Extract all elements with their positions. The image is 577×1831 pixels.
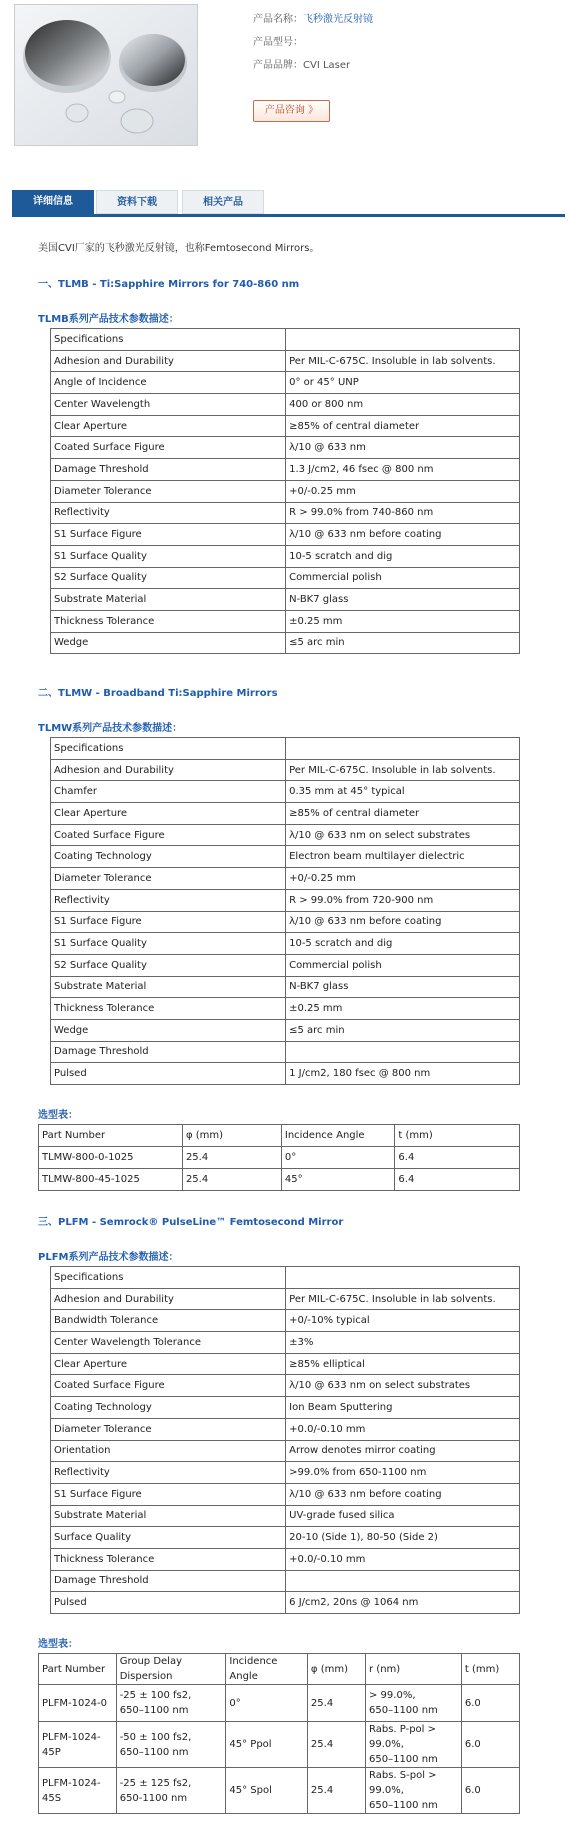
spec-value-cell: λ/10 @ 633 nm on select substrates [286, 824, 520, 846]
table-row [51, 976, 520, 998]
spec-value-cell: >99.0% from 650-1100 nm [286, 1462, 520, 1484]
tab-bar [12, 190, 565, 217]
table-cell: 0° [226, 1685, 308, 1722]
table-row [51, 437, 520, 459]
table-cell: TLMW-800-0-1025 [39, 1147, 183, 1169]
table-cell: 45° Ppol [226, 1722, 308, 1768]
spec-value-cell: 10-5 scratch and dig [286, 933, 520, 955]
table-row [51, 545, 520, 567]
table-row [51, 415, 520, 437]
spec-name-cell: Coated Surface Figure [51, 824, 286, 846]
table-row [51, 589, 520, 611]
table-cell: 6.4 [395, 1169, 520, 1191]
table-row [51, 1310, 520, 1332]
spec-name-cell: Coating Technology [51, 1397, 286, 1419]
spec-value-cell: +0.0/-0.10 mm [286, 1418, 520, 1440]
table-row [51, 524, 520, 546]
table-cell: t (mm) [461, 1654, 519, 1685]
spec-name-cell: Pulsed [51, 1592, 286, 1614]
tab-details[interactable]: 详细信息 [12, 190, 94, 214]
spec-value-cell: Per MIL-C-675C. Insoluble in lab solvents. [286, 1288, 520, 1310]
table-header-row [39, 1654, 520, 1685]
cell-line: 650-1100 nm [119, 1792, 188, 1804]
table-row [51, 1440, 520, 1462]
spec-name-cell: Wedge [51, 632, 286, 654]
table-row [51, 781, 520, 803]
table-cell: r (nm) [366, 1654, 462, 1685]
table-row [51, 1267, 520, 1289]
spec-value-cell: +0/-0.25 mm [286, 868, 520, 890]
table-row [51, 998, 520, 1020]
table-row [51, 567, 520, 589]
spec-name-cell: Substrate Material [51, 589, 286, 611]
spec-value-cell: λ/10 @ 633 nm before coating [286, 524, 520, 546]
spec-name-cell: Reflectivity [51, 1462, 286, 1484]
spec-name-cell: Diameter Tolerance [51, 480, 286, 502]
spec-value-cell: 6 J/cm2, 20ns @ 1064 nm [286, 1592, 520, 1614]
table-row [51, 459, 520, 481]
spec-name-cell: Damage Threshold [51, 459, 286, 481]
spec-value-cell: Per MIL-C-675C. Insoluble in lab solvents. [286, 759, 520, 781]
cell-line: Rabs. S-pol > 99.0%, [369, 1770, 437, 1796]
selection-table-label: 选型表： [38, 1639, 78, 1650]
table-row [51, 610, 520, 632]
spec-name-cell: Specifications [51, 329, 286, 351]
spec-value-cell: 1 J/cm2, 180 fsec @ 800 nm [286, 1063, 520, 1085]
cell-line: 650–1100 nm [119, 1746, 189, 1758]
selection-table [38, 1653, 520, 1814]
product-name-value: 飞秒激光反射镜 [303, 14, 373, 25]
spec-value-cell: Arrow denotes mirror coating [286, 1440, 520, 1462]
table-row [39, 1768, 520, 1814]
spec-value-cell: λ/10 @ 633 nm before coating [286, 1483, 520, 1505]
spec-name-cell: Adhesion and Durability [51, 1288, 286, 1310]
table-row [51, 803, 520, 825]
spec-value-cell: λ/10 @ 633 nm [286, 437, 520, 459]
spec-value-cell: 0° or 45° UNP [286, 372, 520, 394]
table-cell [116, 1722, 226, 1768]
section-subtitle: PLFM系列产品技术参数描述： [38, 1252, 179, 1263]
table-row [51, 933, 520, 955]
spec-value-cell: ≥85% elliptical [286, 1353, 520, 1375]
table-cell: t (mm) [395, 1125, 520, 1147]
spec-name-cell: Clear Aperture [51, 1353, 286, 1375]
spec-name-cell: Bandwidth Tolerance [51, 1310, 286, 1332]
table-row [51, 1019, 520, 1041]
spec-value-cell: N-BK7 glass [286, 976, 520, 998]
spec-value-cell: 400 or 800 nm [286, 394, 520, 416]
table-cell [366, 1768, 462, 1814]
table-row [51, 1548, 520, 1570]
cell-line: 650–1100 nm [369, 1800, 438, 1811]
table-cell [116, 1768, 226, 1814]
spec-value-cell: ≤5 arc min [286, 1019, 520, 1041]
spec-name-cell: Damage Threshold [51, 1041, 286, 1063]
table-cell: 6.4 [395, 1147, 520, 1169]
spec-value-cell [286, 329, 520, 351]
spec-value-cell: +0.0/-0.10 mm [286, 1548, 520, 1570]
table-row [51, 759, 520, 781]
spec-name-cell: Center Wavelength Tolerance [51, 1332, 286, 1354]
table-cell: 25.4 [182, 1147, 281, 1169]
spec-value-cell [286, 1570, 520, 1592]
table-cell: 25.4 [307, 1722, 365, 1768]
spec-name-cell: Clear Aperture [51, 415, 286, 437]
spec-value-cell: ≥85% of central diameter [286, 803, 520, 825]
table-row [51, 480, 520, 502]
spec-value-cell: 10-5 scratch and dig [286, 545, 520, 567]
table-row [51, 632, 520, 654]
spec-name-cell: Diameter Tolerance [51, 868, 286, 890]
table-cell: 25.4 [307, 1685, 365, 1722]
product-photo [14, 4, 198, 146]
spec-value-cell: N-BK7 glass [286, 589, 520, 611]
spec-name-cell: S1 Surface Figure [51, 524, 286, 546]
spec-value-cell: +0/-0.25 mm [286, 480, 520, 502]
product-model-row [253, 31, 553, 54]
table-cell: PLFM-1024-45P [39, 1722, 117, 1768]
spec-value-cell: ±0.25 mm [286, 610, 520, 632]
product-brand-row [253, 54, 553, 77]
table-cell: Part Number [39, 1125, 183, 1147]
table-cell: Incidence Angle [281, 1125, 395, 1147]
spec-name-cell: Thickness Tolerance [51, 998, 286, 1020]
table-row [51, 1041, 520, 1063]
cell-line: > 99.0%, [369, 1690, 416, 1701]
tab-downloads[interactable]: 资料下载 [96, 190, 178, 214]
table-cell: 45° [281, 1169, 395, 1191]
table-row [51, 868, 520, 890]
table-cell: 45° Spol [226, 1768, 308, 1814]
spec-name-cell: Surface Quality [51, 1527, 286, 1549]
spec-value-cell: R > 99.0% from 720-900 nm [286, 889, 520, 911]
table-row [51, 1592, 520, 1614]
spec-name-cell: Substrate Material [51, 976, 286, 998]
spec-name-cell: Center Wavelength [51, 394, 286, 416]
section-subtitle: TLMW系列产品技术参数描述： [38, 723, 183, 734]
table-row [51, 1288, 520, 1310]
table-row [39, 1722, 520, 1768]
spec-name-cell: S1 Surface Figure [51, 1483, 286, 1505]
table-row [39, 1169, 520, 1191]
spec-name-cell: Reflectivity [51, 889, 286, 911]
spec-value-cell: ≥85% of central diameter [286, 415, 520, 437]
table-row [51, 1375, 520, 1397]
table-cell: Incidence Angle [226, 1654, 308, 1685]
spec-value-cell: Per MIL-C-675C. Insoluble in lab solvents. [286, 350, 520, 372]
table-row [51, 372, 520, 394]
spec-value-cell: ±0.25 mm [286, 998, 520, 1020]
table-row [51, 502, 520, 524]
spec-value-cell: λ/10 @ 633 nm before coating [286, 911, 520, 933]
spec-value-cell: 1.3 J/cm2, 46 fsec @ 800 nm [286, 459, 520, 481]
product-brand-label: 产品品牌： [253, 60, 303, 71]
section-title: 一、TLMB - Ti:Sapphire Mirrors for 740-860 nm [38, 279, 300, 290]
table-row [39, 1685, 520, 1722]
product-inquiry-button[interactable]: 产品咨询 》 [253, 100, 330, 122]
product-info [253, 8, 553, 77]
table-cell: 6.0 [461, 1722, 519, 1768]
spec-name-cell: Chamfer [51, 781, 286, 803]
table-cell: 25.4 [307, 1768, 365, 1814]
table-cell: PLFM-1024-45S [39, 1768, 117, 1814]
table-cell: TLMW-800-45-1025 [39, 1169, 183, 1191]
spec-name-cell: Diameter Tolerance [51, 1418, 286, 1440]
spec-value-cell: 0.35 mm at 45° typical [286, 781, 520, 803]
table-row [51, 1332, 520, 1354]
table-row [51, 889, 520, 911]
spec-name-cell: Adhesion and Durability [51, 759, 286, 781]
spec-value-cell: +0/-10% typical [286, 1310, 520, 1332]
section-subtitle: TLMB系列产品技术参数描述： [38, 314, 179, 325]
table-cell [366, 1685, 462, 1722]
spec-name-cell: S1 Surface Quality [51, 933, 286, 955]
spec-name-cell: Adhesion and Durability [51, 350, 286, 372]
spec-value-cell: 20-10 (Side 1), 80-50 (Side 2) [286, 1527, 520, 1549]
table-row [51, 1483, 520, 1505]
spec-name-cell: Thickness Tolerance [51, 1548, 286, 1570]
spec-value-cell: Commercial polish [286, 954, 520, 976]
spec-name-cell: Coated Surface Figure [51, 1375, 286, 1397]
spec-value-cell: Ion Beam Sputtering [286, 1397, 520, 1419]
table-row [51, 329, 520, 351]
table-cell: Group Delay Dispersion [116, 1654, 226, 1685]
intro-text: 美国CVI厂家的飞秒激光反射镜，也称Femtosecond Mirrors。 [38, 243, 320, 254]
table-cell: Part Number [39, 1654, 117, 1685]
table-cell: φ (mm) [182, 1125, 281, 1147]
spec-value-cell [286, 1267, 520, 1289]
table-row [51, 1418, 520, 1440]
spec-name-cell: Orientation [51, 1440, 286, 1462]
table-cell: 0° [281, 1147, 395, 1169]
table-row [51, 394, 520, 416]
table-row [51, 1570, 520, 1592]
product-model-label: 产品型号： [253, 37, 303, 48]
spec-value-cell: Commercial polish [286, 567, 520, 589]
spec-name-cell: Wedge [51, 1019, 286, 1041]
table-row [51, 954, 520, 976]
spec-name-cell: S1 Surface Quality [51, 545, 286, 567]
table-cell [116, 1685, 226, 1722]
table-cell: φ (mm) [307, 1654, 365, 1685]
spec-value-cell: ≤5 arc min [286, 632, 520, 654]
spec-name-cell: S2 Surface Quality [51, 567, 286, 589]
table-cell [366, 1722, 462, 1768]
table-row [51, 846, 520, 868]
table-cell: PLFM-1024-0 [39, 1685, 117, 1722]
table-cell: 25.4 [182, 1169, 281, 1191]
spec-name-cell: Angle of Incidence [51, 372, 286, 394]
table-row [51, 1063, 520, 1085]
spec-name-cell: S2 Surface Quality [51, 954, 286, 976]
table-row [51, 1353, 520, 1375]
product-brand-value: CVI Laser [303, 60, 351, 71]
cell-line: Rabs. P-pol > 99.0%, [369, 1724, 436, 1750]
spec-value-cell: λ/10 @ 633 nm on select substrates [286, 1375, 520, 1397]
cell-line: -25 ± 125 fs2, [119, 1777, 192, 1789]
selection-table-label: 选型表： [38, 1110, 78, 1121]
cell-line: -50 ± 100 fs2, [119, 1731, 192, 1743]
table-row [39, 1147, 520, 1169]
spec-value-cell: R > 99.0% from 740-860 nm [286, 502, 520, 524]
spec-name-cell: Damage Threshold [51, 1570, 286, 1592]
spec-name-cell: Specifications [51, 1267, 286, 1289]
table-row [51, 1505, 520, 1527]
cell-line: -25 ± 100 fs2, [119, 1690, 192, 1701]
spec-value-cell: ±3% [286, 1332, 520, 1354]
table-header-row [39, 1125, 520, 1147]
tab-related[interactable]: 相关产品 [182, 190, 264, 214]
product-name-label: 产品名称： [253, 14, 303, 25]
table-cell: 6.0 [461, 1685, 519, 1722]
spec-value-cell [286, 1041, 520, 1063]
spec-name-cell: Specifications [51, 738, 286, 760]
selection-table [38, 1124, 520, 1191]
spec-name-cell: Coated Surface Figure [51, 437, 286, 459]
cell-line: 650–1100 nm [369, 1705, 438, 1716]
cell-line: 650–1100 nm [369, 1754, 438, 1765]
spec-table [50, 328, 520, 654]
spec-name-cell: Thickness Tolerance [51, 610, 286, 632]
spec-name-cell: S1 Surface Figure [51, 911, 286, 933]
product-name-row [253, 8, 553, 31]
section-title: 二、TLMW - Broadband Ti:Sapphire Mirrors [38, 688, 278, 699]
section-title: 三、PLFM - Semrock® PulseLine™ Femtosecond Mirror [38, 1217, 344, 1228]
table-row [51, 1397, 520, 1419]
table-row [51, 350, 520, 372]
spec-name-cell: Reflectivity [51, 502, 286, 524]
spec-value-cell: UV-grade fused silica [286, 1505, 520, 1527]
spec-value-cell: Electron beam multilayer dielectric [286, 846, 520, 868]
spec-name-cell: Substrate Material [51, 1505, 286, 1527]
table-row [51, 824, 520, 846]
spec-table [50, 1266, 520, 1614]
cell-line: 650–1100 nm [119, 1705, 189, 1716]
table-row [51, 1527, 520, 1549]
table-row [51, 911, 520, 933]
table-row [51, 1462, 520, 1484]
spec-value-cell [286, 738, 520, 760]
spec-table [50, 737, 520, 1085]
spec-name-cell: Coating Technology [51, 846, 286, 868]
table-cell: 6.0 [461, 1768, 519, 1814]
table-row [51, 738, 520, 760]
spec-name-cell: Clear Aperture [51, 803, 286, 825]
spec-name-cell: Pulsed [51, 1063, 286, 1085]
